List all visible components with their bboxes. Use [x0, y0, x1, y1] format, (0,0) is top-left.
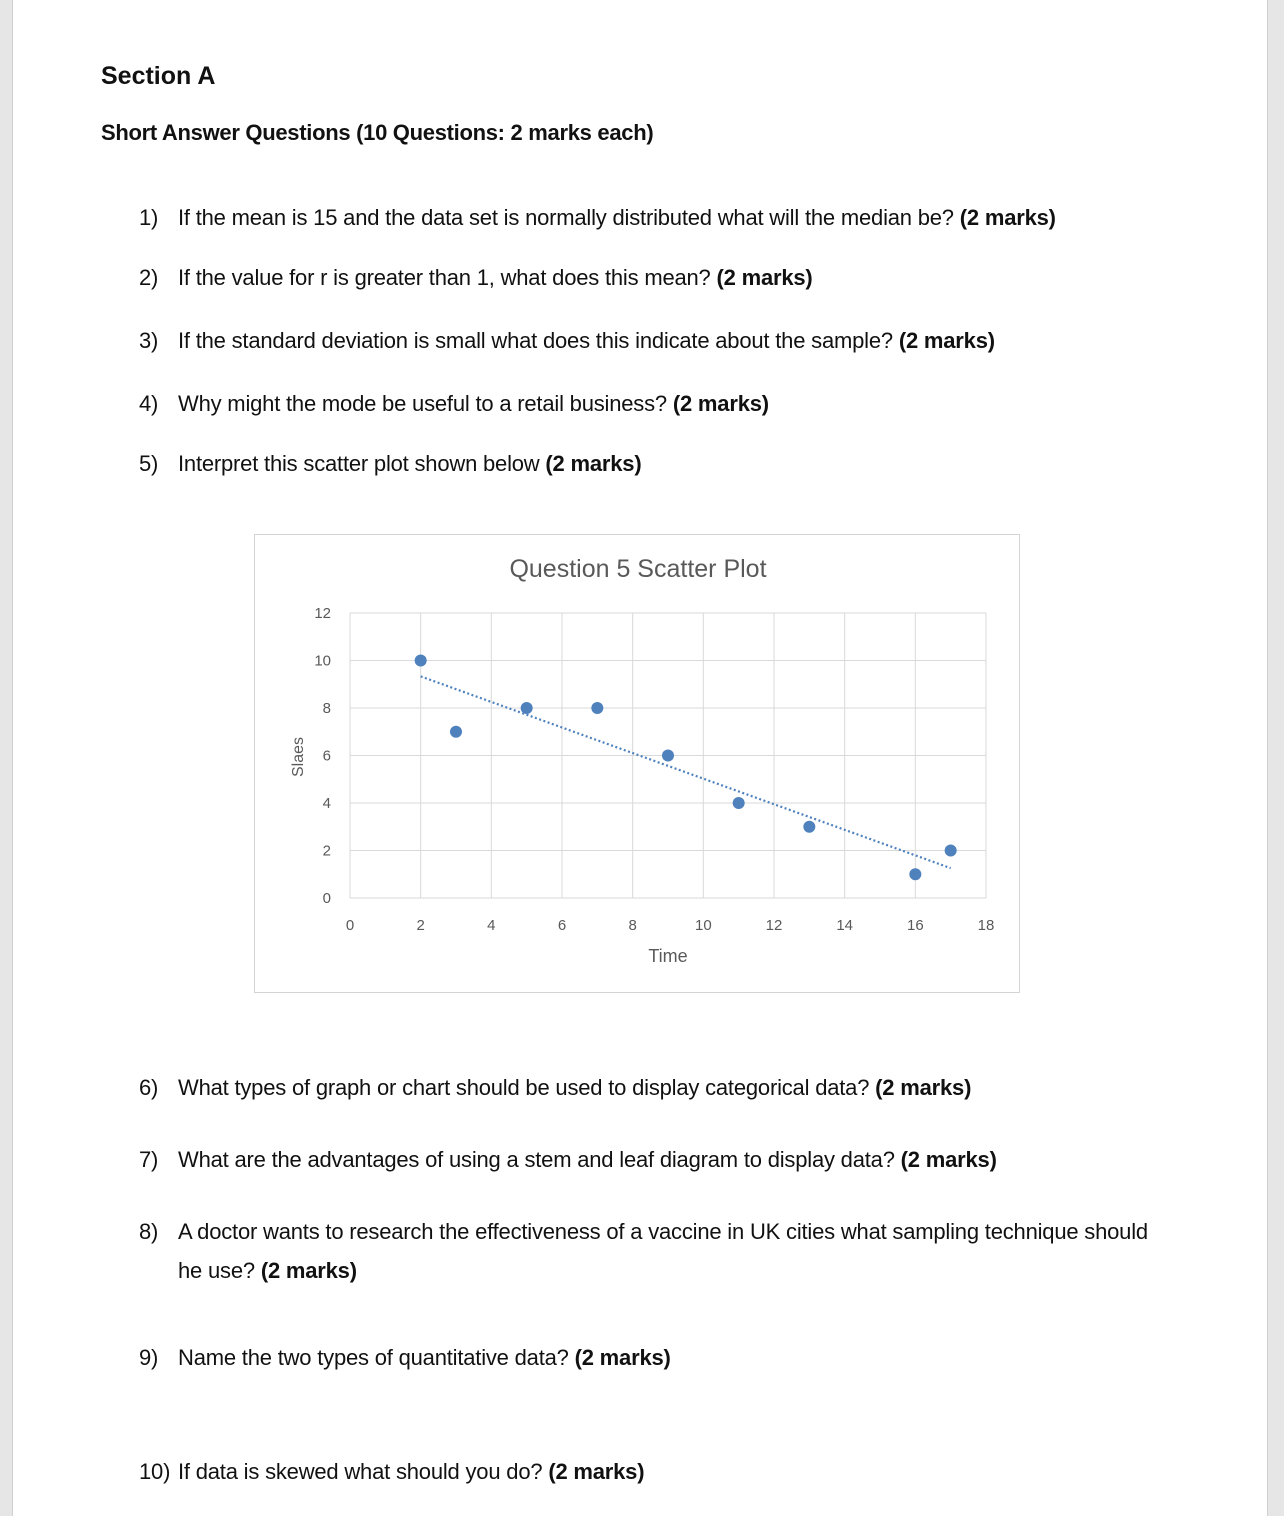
- y-tick-label: 2: [322, 842, 331, 860]
- y-tick-label: 0: [322, 890, 331, 907]
- question-text: Name the two types of quantitative data?: [178, 1345, 569, 1370]
- question-marks: (2 marks): [959, 205, 1056, 230]
- question-marks: (2 marks): [574, 1345, 671, 1370]
- scatter-point: [521, 702, 533, 714]
- question-number: 6): [139, 1075, 159, 1100]
- y-axis-label: Slaes: [290, 736, 307, 778]
- question-5: [139, 444, 1209, 483]
- question-text: If the value for r is greater than 1, what does this mean?: [178, 265, 711, 290]
- y-axis-ticks: [314, 605, 331, 907]
- y-tick-label: 10: [314, 652, 331, 670]
- question-marks: (2 marks): [898, 328, 995, 353]
- question-marks: (2 marks): [672, 391, 769, 416]
- x-tick-label: 18: [977, 917, 995, 934]
- question-number: 7): [139, 1147, 159, 1172]
- y-tick-label: 4: [322, 795, 331, 812]
- question-6: [139, 1068, 1209, 1107]
- question-marks: (2 marks): [260, 1258, 357, 1283]
- question-8: [139, 1212, 1149, 1290]
- x-tick-label: 14: [836, 917, 854, 934]
- x-tick-label: 10: [694, 917, 712, 934]
- trendline: [421, 676, 951, 868]
- question-marks: (2 marks): [875, 1075, 972, 1100]
- question-text: What types of graph or chart should be used to display categorical data?: [178, 1075, 870, 1100]
- x-tick-label: 16: [906, 917, 924, 934]
- question-number: 10): [139, 1459, 171, 1484]
- question-7: [139, 1140, 1209, 1179]
- x-axis-label: Time: [648, 946, 688, 966]
- chart-points: [415, 655, 957, 881]
- scatter-point: [662, 750, 674, 762]
- section-subtitle: Short Answer Questions (10 Questions: 2 marks each): [101, 120, 654, 145]
- question-text: What are the advantages of using a stem and leaf diagram to display data?: [178, 1147, 895, 1172]
- question-1: [139, 198, 1209, 237]
- y-tick-label: 12: [314, 605, 331, 622]
- scatter-point: [945, 845, 957, 857]
- question-3: [139, 321, 1209, 360]
- question-number: 9): [139, 1345, 159, 1370]
- question-marks: (2 marks): [545, 451, 642, 476]
- question-9: [139, 1338, 1209, 1377]
- question-number: 3): [139, 328, 159, 353]
- question-2: [139, 258, 1209, 297]
- question-marks: (2 marks): [548, 1459, 645, 1484]
- scatter-point: [415, 655, 427, 667]
- x-tick-label: 0: [345, 917, 355, 934]
- question-text: Why might the mode be useful to a retail business?: [178, 391, 667, 416]
- scatter-plot-chart: [254, 534, 1020, 993]
- question-text: A doctor wants to research the effectiveness of a vaccine in UK cities what sampling technique should he use?: [178, 1219, 1148, 1283]
- question-text: If the mean is 15 and the data set is normally distributed what will the median be?: [178, 205, 954, 230]
- scatter-point: [733, 797, 745, 809]
- scatter-point: [909, 868, 921, 880]
- scatter-point: [450, 726, 462, 738]
- x-tick-label: 8: [628, 917, 637, 934]
- question-text: If the standard deviation is small what does this indicate about the sample?: [178, 328, 893, 353]
- question-4: [139, 384, 1209, 423]
- scatter-point: [803, 821, 815, 833]
- x-tick-label: 6: [557, 917, 567, 934]
- question-number: 2): [139, 265, 159, 290]
- question-number: 8): [139, 1219, 159, 1244]
- question-text: Interpret this scatter plot shown below: [178, 451, 546, 476]
- scatter-plot-svg: [255, 535, 1021, 994]
- x-tick-label: 4: [487, 917, 496, 934]
- question-text: If data is skewed what should you do?: [178, 1459, 549, 1484]
- x-tick-label: 12: [765, 917, 783, 934]
- x-axis-ticks: [346, 917, 995, 934]
- scatter-point: [591, 702, 603, 714]
- question-number: 4): [139, 391, 159, 416]
- x-tick-label: 2: [416, 917, 425, 934]
- chart-trendline-layer: [421, 676, 951, 868]
- document-page: [12, 0, 1268, 1516]
- question-marks: (2 marks): [716, 265, 813, 290]
- question-10: [139, 1452, 1209, 1491]
- question-number: 5): [139, 451, 159, 476]
- section-title: Section A: [101, 62, 216, 90]
- question-number: 1): [139, 205, 159, 230]
- y-tick-label: 6: [322, 747, 331, 765]
- chart-title: Question 5 Scatter Plot: [509, 555, 767, 583]
- y-tick-label: 8: [322, 700, 331, 717]
- question-marks: (2 marks): [900, 1147, 997, 1172]
